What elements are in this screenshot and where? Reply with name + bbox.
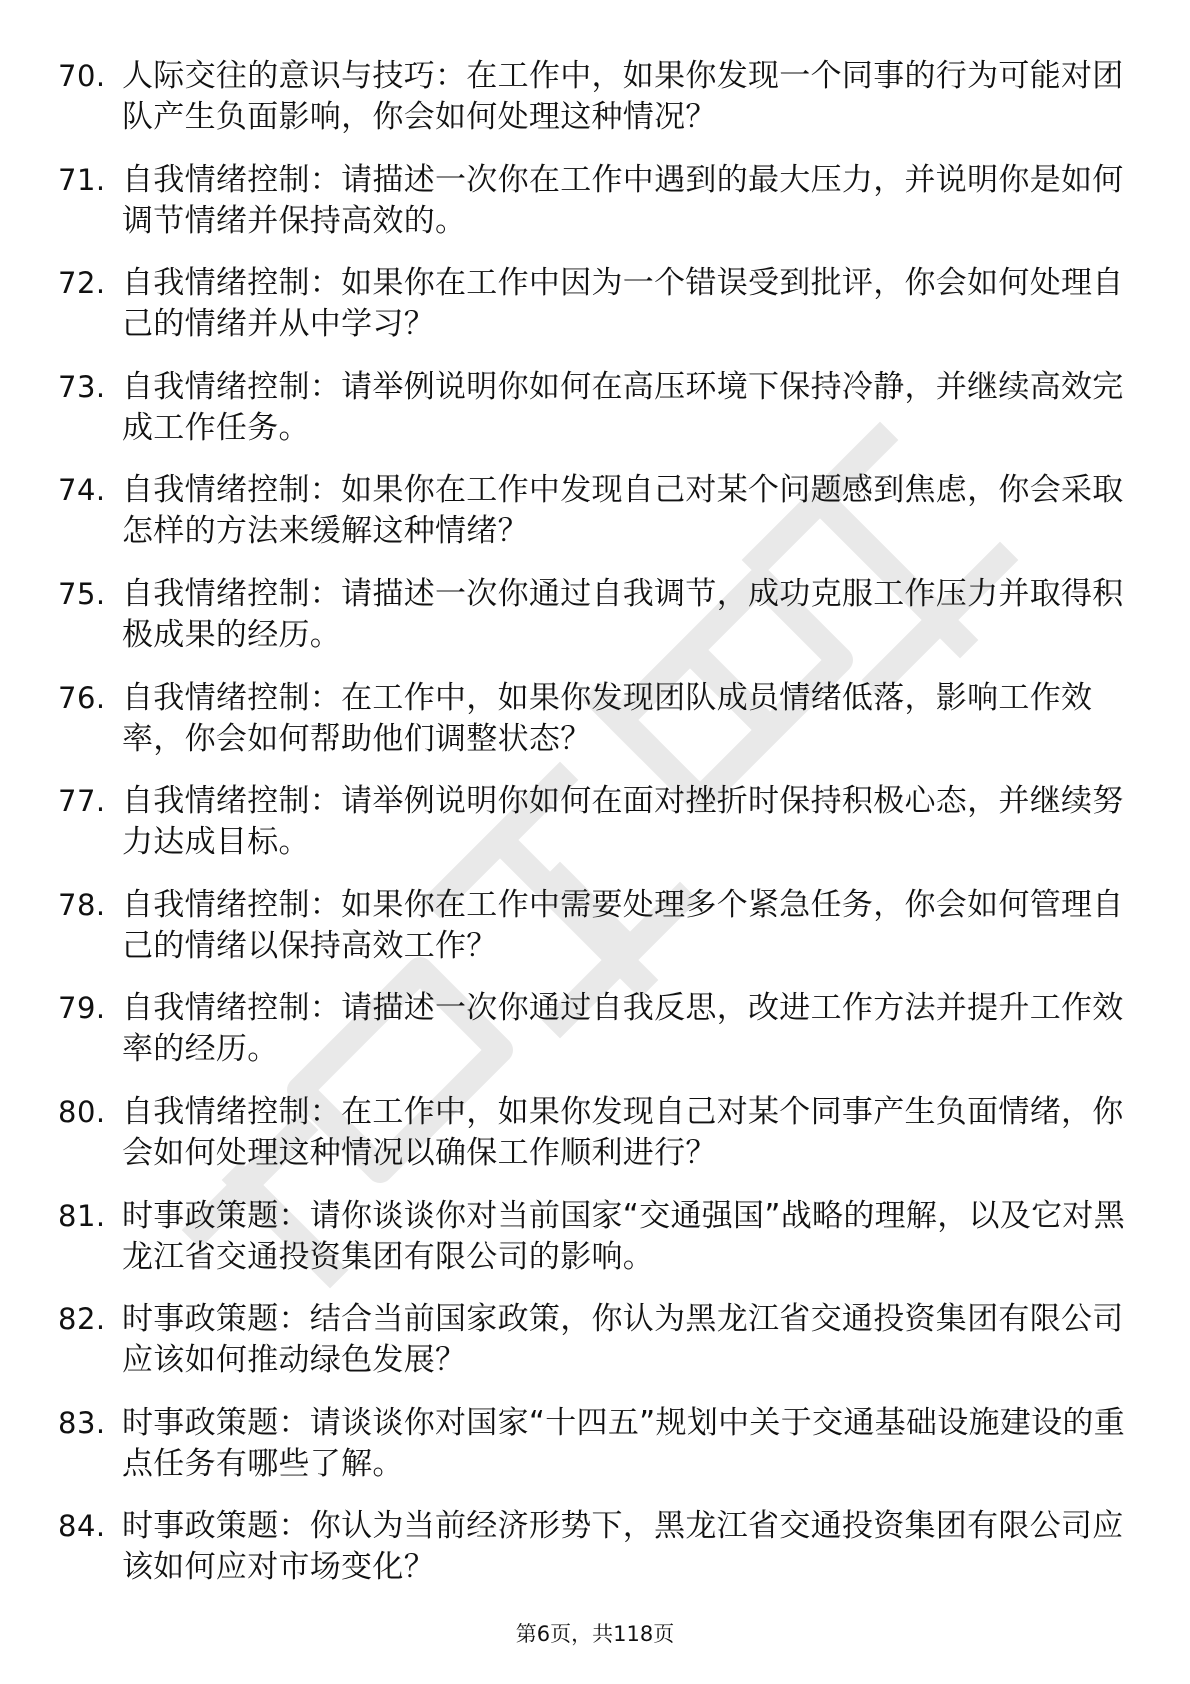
question-text: 自我情绪控制：请举例说明你如何在面对挫折时保持积极心态，并继续努力达成目标。 xyxy=(122,783,1124,861)
question-item xyxy=(58,678,1138,782)
question-item xyxy=(58,160,1138,264)
question-item xyxy=(58,1403,1138,1507)
question-text: 自我情绪控制：请举例说明你如何在高压环境下保持冷静，并继续高效完成工作任务。 xyxy=(122,368,1124,446)
question-item xyxy=(58,885,1138,989)
question-text: 时事政策题：请谈谈你对国家“十四五”规划中关于交通基础设施建设的重点任务有哪些了解。 xyxy=(122,1404,1126,1482)
question-text: 时事政策题：你认为当前经济形势下，黑龙江省交通投资集团有限公司应该如何应对市场变化？ xyxy=(122,1508,1124,1586)
question-item xyxy=(58,988,1138,1092)
question-number: 73. xyxy=(58,369,106,404)
question-text: 自我情绪控制：请描述一次你通过自我反思，改进工作方法并提升工作效率的经历。 xyxy=(122,990,1124,1068)
question-item xyxy=(58,1092,1138,1196)
question-item xyxy=(58,1299,1138,1403)
question-text: 自我情绪控制：请描述一次你在工作中遇到的最大压力，并说明你是如何调节情绪并保持高效的。 xyxy=(122,161,1124,239)
question-number: 74. xyxy=(58,473,106,508)
question-text: 自我情绪控制：请描述一次你通过自我调节，成功克服工作压力并取得积极成果的经历。 xyxy=(122,575,1124,653)
question-item xyxy=(58,470,1138,574)
question-item xyxy=(58,1506,1138,1610)
page-number-label: 第6页，共118页 xyxy=(515,1622,675,1646)
question-text: 自我情绪控制：如果你在工作中需要处理多个紧急任务，你会如何管理自己的情绪以保持高效工作？ xyxy=(122,886,1124,964)
question-text: 时事政策题：结合当前国家政策，你认为黑龙江省交通投资集团有限公司应该如何推动绿色发展？ xyxy=(122,1301,1124,1379)
question-item xyxy=(58,263,1138,367)
question-number: 78. xyxy=(58,887,106,922)
page-footer xyxy=(0,1620,1190,1648)
question-text: 时事政策题：请你谈谈你对当前国家“交通强国”战略的理解，以及它对黑龙江省交通投资集团有限公司的影响。 xyxy=(122,1197,1126,1275)
question-text: 自我情绪控制：如果你在工作中因为一个错误受到批评，你会如何处理自己的情绪并从中学习？ xyxy=(122,265,1124,343)
question-text: 人际交往的意识与技巧：在工作中，如果你发现一个同事的行为可能对团队产生负面影响，你会如何处理这种情况？ xyxy=(122,58,1124,135)
question-item xyxy=(58,781,1138,885)
question-number: 80. xyxy=(58,1094,106,1129)
question-number: 70. xyxy=(58,59,106,93)
question-text: 自我情绪控制：在工作中，如果你发现自己对某个同事产生负面情绪，你会如何处理这种情况以确保工作顺利进行？ xyxy=(122,1093,1124,1171)
question-number: 81. xyxy=(58,1198,106,1233)
question-item xyxy=(58,1196,1138,1300)
question-text: 自我情绪控制：在工作中，如果你发现团队成员情绪低落，影响工作效率，你会如何帮助他们调整状态？ xyxy=(122,679,1093,757)
question-number: 79. xyxy=(58,991,106,1026)
question-item xyxy=(58,367,1138,471)
question-number: 84. xyxy=(58,1509,106,1544)
question-number: 77. xyxy=(58,784,106,819)
question-item xyxy=(58,574,1138,678)
question-list xyxy=(58,56,1138,1610)
question-number: 72. xyxy=(58,266,106,301)
question-text: 自我情绪控制：如果你在工作中发现自己对某个问题感到焦虑，你会采取怎样的方法来缓解这种情绪？ xyxy=(122,472,1124,550)
question-number: 71. xyxy=(58,162,106,197)
question-item xyxy=(58,56,1138,160)
question-number: 83. xyxy=(58,1405,106,1440)
question-number: 76. xyxy=(58,680,106,715)
question-number: 75. xyxy=(58,576,106,611)
question-number: 82. xyxy=(58,1302,106,1337)
